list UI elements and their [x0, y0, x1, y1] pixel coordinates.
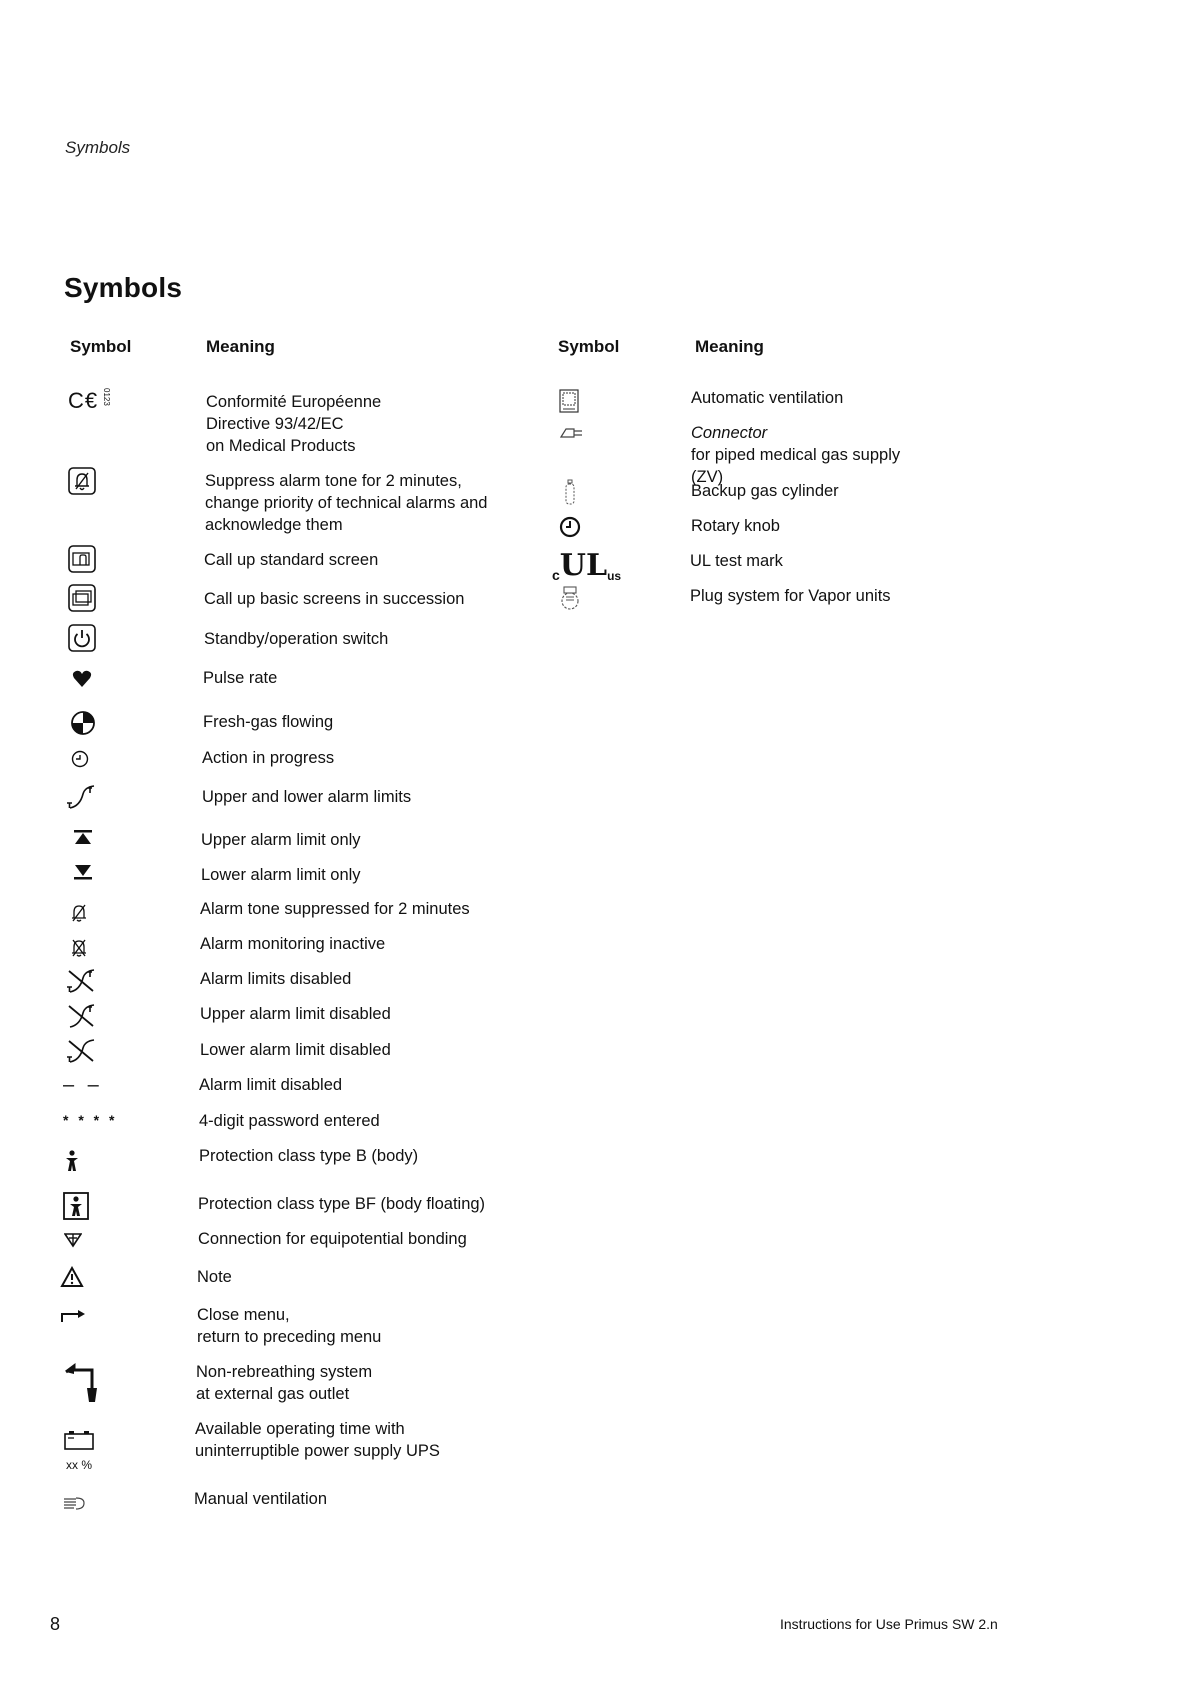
- bell-inactive-icon: [70, 938, 130, 958]
- fresh-gas-icon: [70, 710, 130, 736]
- meaning-limit-disabled: Alarm limit disabled: [199, 1076, 343, 1094]
- meaning-ce: Conformité Européenne Directive 93/42/EC on Medical Products: [206, 393, 382, 455]
- type-b-icon: [64, 1150, 124, 1172]
- upper-disabled-icon: [66, 1003, 126, 1029]
- password-icon: * * * *: [63, 1112, 118, 1128]
- lower-disabled-icon: [66, 1038, 126, 1064]
- meaning-ups: Available operating time with uninterruptible power supply UPS: [195, 1420, 440, 1460]
- meaning-standard-screen: Call up standard screen: [204, 551, 379, 569]
- meaning-vapor-plug: Plug system for Vapor units: [690, 587, 891, 605]
- meaning-type-bf: Protection class type BF (body floating): [198, 1195, 486, 1213]
- action-progress-icon: [71, 750, 131, 768]
- page-title: Symbols: [64, 272, 183, 303]
- page-number: 8: [50, 1614, 61, 1634]
- meaning-pulse: Pulse rate: [203, 669, 278, 687]
- bell-suppressed-icon: [70, 903, 130, 923]
- meaning-non-rebreathing: Non-rebreathing system at external gas outlet: [196, 1363, 373, 1403]
- manual-ventilation-icon: [62, 1493, 122, 1513]
- meaning-gas-connector: Connector for piped medical gas supply (ZV): [691, 424, 901, 486]
- meaning-rotary-knob: Rotary knob: [691, 517, 780, 535]
- ce-mark-icon: C€ 0123: [68, 388, 112, 413]
- basic-screens-button-icon: [68, 584, 128, 612]
- meaning-standby: Standby/operation switch: [204, 630, 389, 648]
- return-arrow-icon: [60, 1310, 120, 1324]
- meaning-password: 4-digit password entered: [199, 1112, 380, 1130]
- meaning-alarm-silence: Suppress alarm tone for 2 minutes, change priority of technical alarms and acknowledge them: [205, 472, 488, 534]
- battery-icon: xx %: [64, 1430, 124, 1472]
- meaning-upper-disabled: Upper alarm limit disabled: [200, 1005, 391, 1023]
- warning-triangle-icon: [60, 1266, 120, 1288]
- meaning-bell-inactive: Alarm monitoring inactive: [200, 935, 386, 953]
- meaning-limits-disabled: Alarm limits disabled: [200, 970, 352, 988]
- col-header-meaning-left: Meaning: [206, 337, 275, 356]
- standby-switch-icon: [68, 624, 128, 652]
- standard-screen-button-icon: [68, 545, 128, 573]
- upper-limit-icon: [74, 830, 134, 846]
- meaning-action: Action in progress: [202, 749, 335, 767]
- meaning-close-menu: Close menu, return to preceding menu: [197, 1306, 382, 1346]
- non-rebreathing-icon: [64, 1360, 124, 1404]
- ul-mark-icon: c UL us: [552, 548, 622, 583]
- running-header: Symbols: [65, 138, 131, 157]
- lower-limit-icon: [74, 864, 134, 880]
- meaning-gas-cylinder: Backup gas cylinder: [691, 482, 839, 500]
- alarm-limits-icon: [66, 784, 126, 810]
- meaning-auto-ventilation: Automatic ventilation: [691, 389, 844, 407]
- vapor-plug-icon: [559, 585, 619, 611]
- auto-ventilation-icon: [558, 388, 618, 414]
- meaning-bell-suppressed: Alarm tone suppressed for 2 minutes: [200, 900, 470, 918]
- limits-disabled-icon: [66, 968, 126, 994]
- dash-icon: – –: [63, 1074, 103, 1096]
- col-header-symbol-right: Symbol: [558, 337, 620, 356]
- meaning-manual-ventilation: Manual ventilation: [194, 1490, 327, 1508]
- col-header-symbol-left: Symbol: [70, 337, 132, 356]
- document-title: Instructions for Use Primus SW 2.n: [780, 1616, 998, 1632]
- meaning-type-b: Protection class type B (body): [199, 1147, 419, 1165]
- meaning-note: Note: [197, 1268, 232, 1286]
- meaning-equipotential: Connection for equipotential bonding: [198, 1230, 467, 1248]
- rotary-knob-icon: [559, 516, 619, 538]
- meaning-lower-only: Lower alarm limit only: [201, 866, 361, 884]
- type-bf-icon: [63, 1192, 123, 1220]
- equipotential-icon: [64, 1232, 124, 1248]
- col-header-meaning-right: Meaning: [695, 337, 764, 356]
- meaning-upper-only: Upper alarm limit only: [201, 831, 361, 849]
- meaning-basic-screens: Call up basic screens in succession: [204, 590, 465, 608]
- meaning-alarm-limits: Upper and lower alarm limits: [202, 788, 412, 806]
- gas-cylinder-icon: [563, 478, 623, 506]
- gas-connector-icon: [558, 425, 618, 441]
- heart-icon: [72, 670, 132, 688]
- meaning-lower-disabled: Lower alarm limit disabled: [200, 1041, 391, 1059]
- meaning-ul-mark: UL test mark: [690, 552, 783, 570]
- meaning-fresh-gas: Fresh-gas flowing: [203, 713, 334, 731]
- alarm-silence-button-icon: [68, 467, 128, 495]
